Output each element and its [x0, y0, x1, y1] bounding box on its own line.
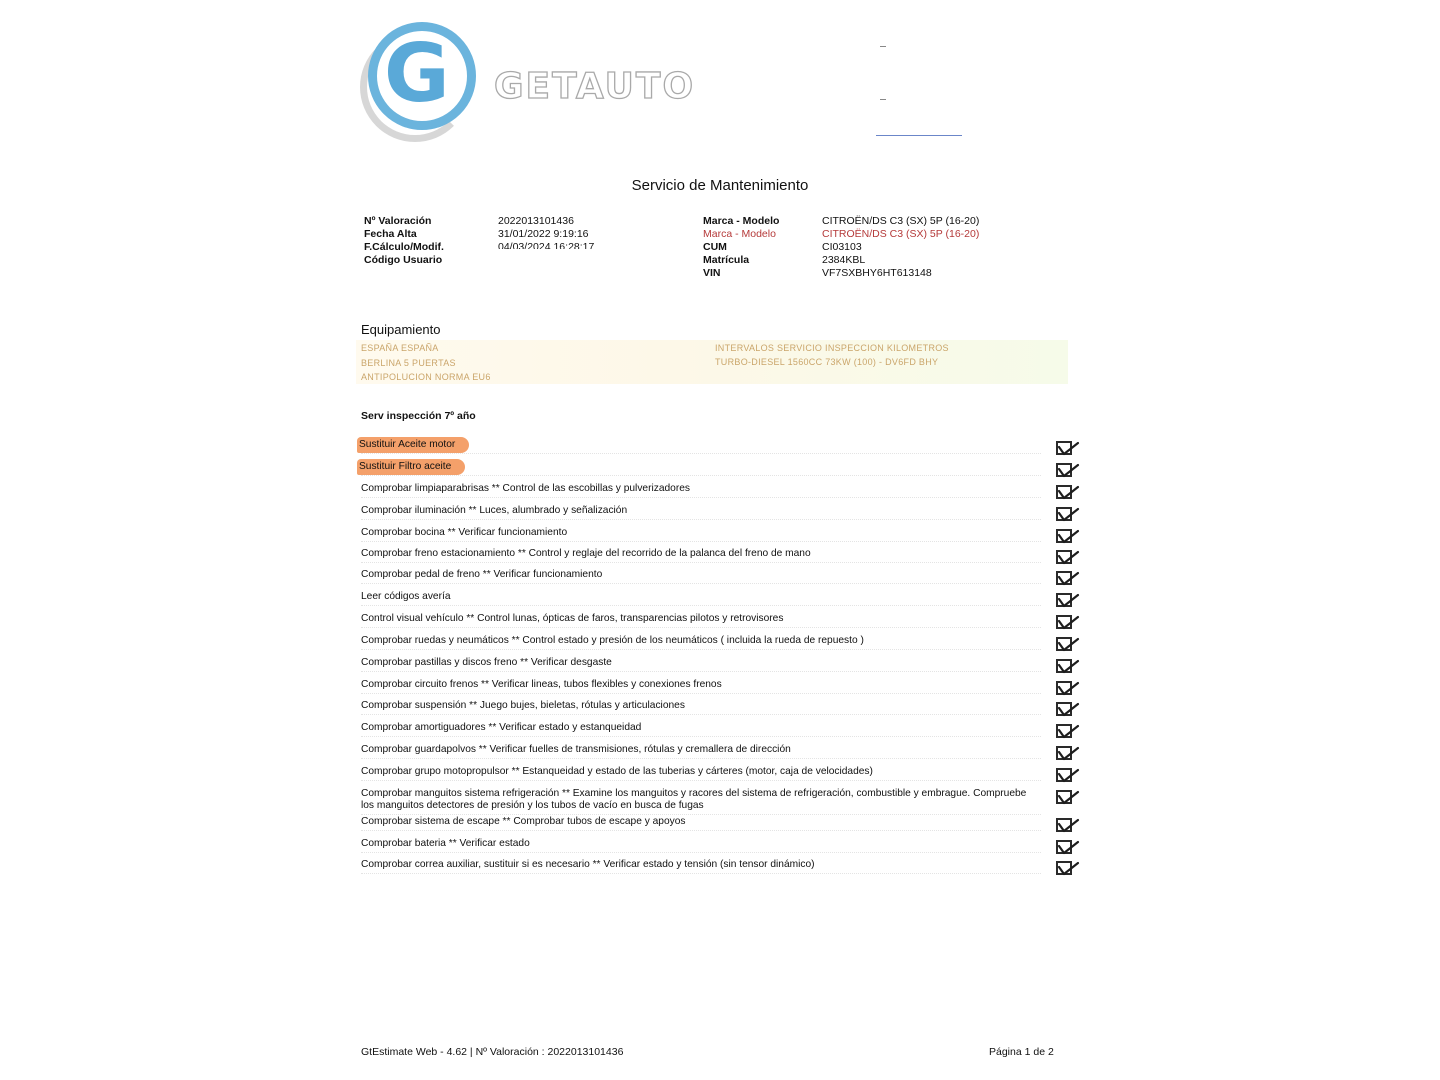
task-item: [361, 788, 1041, 815]
task-checkbox[interactable]: [1056, 746, 1072, 760]
task-item: [361, 461, 1041, 476]
info-label: Código Usuario: [364, 254, 443, 266]
task-item: [361, 700, 1041, 715]
footer-reference: GtEstimate Web - 4.62 | Nº Valoración : 2022013101436: [361, 1046, 624, 1058]
equipment-item: ANTIPOLUCION NORMA EU6: [361, 372, 491, 382]
info-value: CITROËN/DS C3 (SX) 5P (16-20): [822, 215, 980, 227]
checkmark-icon: [1056, 655, 1080, 677]
task-checkbox[interactable]: [1056, 463, 1072, 477]
checkmark-icon: [1056, 546, 1080, 568]
task-checkbox[interactable]: [1056, 659, 1072, 673]
task-text: Comprobar guardapolvos ** Verificar fuelles de transmisiones, rótulas y cremallera de dirección: [361, 744, 791, 755]
task-checkbox[interactable]: [1056, 441, 1072, 455]
info-value: VF7SXBHY6HT613148: [822, 267, 932, 279]
checkmark-icon: [1056, 814, 1080, 836]
equipment-item: BERLINA 5 PUERTAS: [361, 358, 456, 368]
task-text: Sustituir Aceite motor: [357, 437, 469, 453]
checkmark-icon: [1056, 720, 1080, 742]
task-text: Comprobar pastillas y discos freno ** Verificar desgaste: [361, 657, 612, 668]
task-item: [361, 744, 1041, 759]
document-title: Servicio de Mantenimiento: [631, 177, 809, 194]
info-value: 2384KBL: [822, 254, 866, 266]
task-text: Comprobar amortiguadores ** Verificar estado y estanqueidad: [361, 722, 642, 733]
task-text: Comprobar circuito frenos ** Verificar lineas, tubos flexibles y conexiones frenos: [361, 679, 722, 690]
page-number: Página 1 de 2: [989, 1046, 1054, 1058]
task-item: [361, 505, 1041, 520]
checkmark-icon: [1056, 481, 1080, 503]
task-text: Leer códigos avería: [361, 591, 451, 602]
task-checkbox[interactable]: [1056, 571, 1072, 585]
task-text: Comprobar correa auxiliar, sustituir si es necesario ** Verificar estado y tensión (sin tensor dinámico): [361, 859, 815, 870]
task-item: [361, 591, 1041, 606]
info-label: Nº Valoración: [364, 215, 432, 227]
task-item: [361, 613, 1041, 628]
task-text: Comprobar iluminación ** Luces, alumbrado y señalización: [361, 505, 628, 516]
equipment-item: INTERVALOS SERVICIO INSPECCION KILOMETROS: [715, 343, 949, 353]
task-item: [361, 816, 1041, 831]
checkmark-icon: [1056, 503, 1080, 525]
task-text: Comprobar grupo motopropulsor ** Estanqueidad y estado de las tuberias y cárteres (motor, caja de velocidades): [361, 766, 873, 777]
info-label: VIN: [703, 267, 721, 279]
task-text: Sustituir Filtro aceite: [357, 459, 465, 475]
task-checkbox[interactable]: [1056, 529, 1072, 543]
logo-letter: G: [384, 27, 450, 120]
task-checkbox[interactable]: [1056, 637, 1072, 651]
task-checkbox[interactable]: [1056, 681, 1072, 695]
equipment-title: Equipamiento: [361, 322, 441, 337]
checkmark-icon: [1056, 459, 1080, 481]
info-value: CI03103: [822, 241, 862, 253]
task-checkbox[interactable]: [1056, 593, 1072, 607]
task-checkbox[interactable]: [1056, 724, 1072, 738]
task-item: [361, 527, 1041, 542]
checkmark-icon: [1056, 567, 1080, 589]
task-text: Control visual vehículo ** Control lunas, ópticas de faros, transparencias pilotos y retrovisores: [361, 613, 784, 624]
task-text: Comprobar freno estacionamiento ** Control y reglaje del recorrido de la palanca del freno de mano: [361, 548, 811, 559]
service-title: Serv inspección 7º año: [361, 410, 476, 422]
task-text: Comprobar limpiaparabrisas ** Control de las escobillas y pulverizadores: [361, 483, 690, 494]
info-label: Marca - Modelo: [703, 228, 776, 240]
task-checkbox[interactable]: [1056, 507, 1072, 521]
task-checkbox[interactable]: [1056, 840, 1072, 854]
info-label: Fecha Alta: [364, 228, 417, 240]
task-item: [361, 679, 1041, 694]
task-text: Comprobar ruedas y neumáticos ** Control estado y presión de los neumáticos ( incluida la rueda de repuesto ): [361, 635, 864, 646]
task-checkbox[interactable]: [1056, 768, 1072, 782]
info-label: F.Cálculo/Modif.: [364, 241, 444, 253]
checkmark-icon: [1056, 786, 1080, 808]
task-checkbox[interactable]: [1056, 485, 1072, 499]
task-text: Comprobar pedal de freno ** Verificar funcionamiento: [361, 569, 603, 580]
task-checkbox[interactable]: [1056, 550, 1072, 564]
checkmark-icon: [1056, 437, 1080, 459]
info-label: Matrícula: [703, 254, 750, 266]
task-checkbox[interactable]: [1056, 790, 1072, 804]
task-item: [361, 657, 1041, 672]
getauto-logo: [360, 20, 696, 138]
task-text: Comprobar bocina ** Verificar funcionamiento: [361, 527, 568, 538]
info-label: CUM: [703, 241, 727, 253]
task-item: [361, 635, 1041, 650]
task-item: [361, 483, 1041, 498]
info-value: 2022013101436: [498, 215, 574, 227]
task-checkbox[interactable]: [1056, 615, 1072, 629]
checkmark-icon: [1056, 857, 1080, 879]
info-label: Marca - Modelo: [703, 215, 780, 227]
task-checkbox[interactable]: [1056, 818, 1072, 832]
task-item: [361, 838, 1041, 853]
task-item: [361, 722, 1041, 737]
checkmark-icon: [1056, 589, 1080, 611]
info-value: 04/03/2024 16:28:17: [498, 241, 595, 249]
equipment-item: ESPAÑA ESPAÑA: [361, 343, 439, 353]
checkmark-icon: [1056, 633, 1080, 655]
checkmark-icon: [1056, 742, 1080, 764]
checkmark-icon: [1056, 525, 1080, 547]
task-item: [361, 548, 1041, 563]
checkmark-icon: [1056, 764, 1080, 786]
task-checkbox[interactable]: [1056, 861, 1072, 875]
task-item: [361, 569, 1041, 584]
task-text: Comprobar sistema de escape ** Comprobar tubos de escape y apoyos: [361, 816, 686, 827]
checkmark-icon: [1056, 836, 1080, 858]
info-value: CITROËN/DS C3 (SX) 5P (16-20): [822, 228, 980, 240]
checkmark-icon: [1056, 611, 1080, 633]
task-item: [361, 859, 1041, 874]
equipment-box: [356, 340, 1068, 384]
info-value: 31/01/2022 9:19:16: [498, 228, 589, 240]
task-item: [361, 766, 1041, 781]
checkmark-icon: [1056, 698, 1080, 720]
checkmark-icon: [1056, 677, 1080, 699]
task-text: Comprobar bateria ** Verificar estado: [361, 838, 530, 849]
task-checkbox[interactable]: [1056, 702, 1072, 716]
task-text: Comprobar manguitos sistema refrigeración ** Examine los manguitos y racores del sistema de refrigeración, combustible y embrague. Compruebe los manguitos detectores de presión y los tubos de vacío en busca de fugas: [361, 788, 1027, 811]
task-text: Comprobar suspensión ** Juego bujes, bieletas, rótulas y articulaciones: [361, 700, 685, 711]
task-item: [361, 439, 1041, 454]
equipment-item: TURBO-DIESEL 1560CC 73KW (100) - DV6FD BHY: [715, 357, 939, 367]
logo-wordmark: GETAUTO: [494, 66, 696, 107]
